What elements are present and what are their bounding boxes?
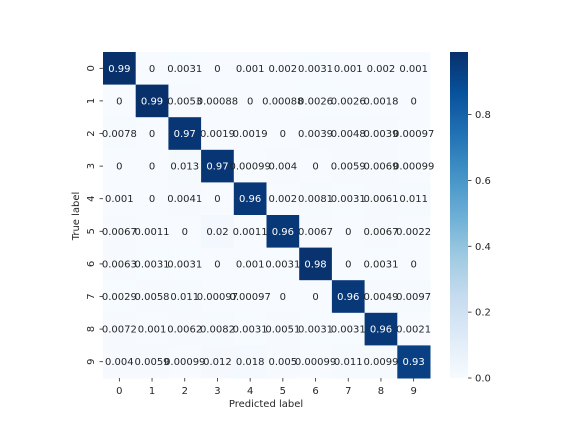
y-tick-label: 9 [86, 358, 97, 365]
y-tick-label: 8 [86, 325, 97, 333]
heatmap-cell-label: 0.0011 [134, 226, 170, 238]
heatmap-cell-label: 0.0011 [232, 226, 268, 238]
heatmap-cell-label: 0.00097 [229, 292, 271, 303]
heatmap-cell-label: 0.0078 [101, 129, 137, 140]
y-tick-label: 5 [86, 228, 97, 235]
heatmap-cell-label: 0 [148, 63, 156, 75]
heatmap-cell-label: 0.0031 [363, 259, 399, 271]
heatmap-cell-label: 0.0031 [134, 259, 170, 271]
heatmap-cell-label: 0 [214, 63, 221, 75]
heatmap-cell-label: 0.0039 [298, 129, 334, 140]
heatmap-cell-label: 0.0029 [101, 292, 137, 303]
heatmap-cell-label: 0.0031 [298, 324, 334, 336]
heatmap-cell-label: 0.0018 [363, 96, 399, 108]
heatmap-cell-label: 0 [410, 96, 417, 108]
heatmap-cell-label: 0.0031 [330, 324, 366, 336]
heatmap-cell-label: 0.00088 [262, 96, 304, 108]
heatmap-cell-label: 0.013 [170, 161, 200, 173]
heatmap-cell-label: 0.0061 [363, 194, 399, 206]
heatmap-cell-label: 0.0031 [232, 324, 268, 336]
heatmap-cell-label: 0.002 [366, 63, 396, 75]
heatmap-cell-label: 0.0097 [396, 292, 432, 303]
y-tick-label: 6 [86, 260, 97, 268]
heatmap-cell-label: 0 [181, 226, 188, 238]
heatmap-cell-label: 0.00099 [392, 161, 435, 173]
x-tick-label: 6 [312, 386, 319, 397]
heatmap-cell-label: 0 [279, 292, 287, 303]
y-axis-ticks [86, 65, 103, 365]
y-tick-label: 0 [86, 65, 97, 72]
heatmap-cell-label: 0.0026 [330, 96, 366, 108]
heatmap-cell-label: 0.0031 [298, 63, 334, 75]
x-tick-label: 8 [377, 386, 385, 397]
heatmap-cell-label: 0.0059 [134, 357, 170, 369]
y-axis-label: True label [71, 191, 82, 241]
heatmap-cell-label: 0.001 [399, 63, 428, 75]
heatmap-cell-label: 0.0031 [167, 63, 203, 75]
heatmap-cell-label: 0.0019 [199, 129, 235, 140]
heatmap-cell-label: 0.0082 [199, 324, 235, 336]
heatmap-cell-label: 0.0062 [167, 324, 203, 336]
colorbar-tick-label: 0.0 [475, 373, 491, 385]
heatmap-cell-label: 0.98 [304, 259, 327, 271]
x-tick-label: 2 [181, 386, 188, 397]
heatmap-cell-label: 0.00099 [294, 357, 337, 369]
heatmap-cell-label: 0.00097 [196, 292, 239, 303]
heatmap-cell-label: 0.0067 [101, 226, 137, 238]
heatmap-cell-label: 0.00088 [196, 96, 239, 108]
heatmap-cell-label: 0.002 [268, 63, 298, 75]
x-axis-label: Predicted label [228, 399, 304, 410]
heatmap-cell-label: 0 [345, 226, 352, 238]
heatmap-cell-label: 0.002 [268, 194, 298, 206]
heatmap-cell-label: 0.0026 [298, 96, 334, 108]
heatmap-cell-label: 0.011 [399, 194, 428, 206]
colorbar-tick-label: 0.2 [475, 307, 491, 319]
heatmap-cell-label: 0 [148, 194, 156, 206]
colorbar-tick-label: 0.6 [475, 175, 491, 187]
x-tick-label: 5 [279, 386, 287, 397]
heatmap-cell-label: 0.0031 [330, 194, 366, 206]
heatmap-cell-label: 0.0053 [167, 96, 203, 108]
heatmap-cell-label: 0.0059 [330, 161, 366, 173]
heatmap-cell-label: 0.018 [235, 357, 265, 369]
heatmap-cell-label: 0.0058 [134, 292, 170, 303]
heatmap-cell-label: 0.001 [235, 259, 265, 271]
heatmap-cell-label: 0.00097 [392, 129, 435, 140]
x-tick-label: 4 [246, 386, 254, 397]
heatmap-cell-label: 0.0081 [298, 194, 334, 206]
y-tick-label: 2 [86, 130, 97, 137]
y-tick-label: 1 [86, 97, 97, 105]
heatmap-cell-label: 0.93 [402, 357, 425, 369]
heatmap-cell-label: 0.0031 [167, 259, 203, 271]
colorbar-tick-label: 0.8 [475, 110, 491, 122]
heatmap-cell-label: 0.0067 [298, 226, 334, 238]
heatmap-cell-label: 0 [345, 259, 352, 271]
heatmap-cell-label: 0.0049 [363, 292, 399, 303]
colorbar-tick-label: 0.4 [475, 241, 491, 253]
heatmap-cell-label: 0 [312, 161, 319, 173]
heatmap-cell-label: 0.0067 [363, 226, 399, 238]
heatmap-cell-label: 0.99 [140, 96, 164, 108]
heatmap-cell-label: 0.011 [170, 292, 200, 303]
colorbar-ticks [468, 110, 491, 384]
heatmap-cell-label: 0 [279, 129, 287, 140]
heatmap-cell-label: 0.011 [333, 357, 363, 369]
heatmap-cell-label: 0 [148, 129, 156, 140]
heatmap-cell-label: 0.012 [203, 357, 232, 369]
heatmap-cell-label: 0.00099 [229, 161, 271, 173]
heatmap-cell-label: 0.0051 [265, 324, 301, 336]
heatmap-cell-label: 0 [148, 161, 156, 173]
heatmap-cell-label: 0 [116, 96, 123, 108]
heatmap-cell-label: 0.0022 [396, 226, 432, 238]
heatmap-cell-label: 0 [214, 194, 221, 206]
colorbar [450, 52, 468, 378]
heatmap-cell-label: 0 [410, 259, 417, 271]
heatmap-cell-label: 0.99 [108, 63, 131, 75]
x-tick-label: 0 [116, 386, 123, 397]
heatmap-cell-label: 0.001 [333, 63, 363, 75]
y-tick-label: 3 [86, 162, 97, 170]
heatmap-cell-label: 0.96 [337, 292, 360, 303]
heatmap-cell-label: 0.001 [105, 194, 134, 206]
heatmap-cell-label: 0 [214, 259, 221, 271]
heatmap-cell-label: 0 [116, 161, 123, 173]
y-tick-label: 4 [86, 195, 97, 202]
heatmap-cell-label: 0.0039 [363, 129, 399, 140]
heatmap-cell-label: 0.001 [137, 324, 167, 336]
heatmap-cell-label: 0.02 [206, 226, 229, 238]
heatmap-cell-label: 0 [312, 292, 319, 303]
x-tick-label: 7 [345, 386, 352, 397]
x-axis-ticks [116, 378, 417, 397]
heatmap-cell-label: 0.0021 [396, 324, 432, 336]
x-tick-label: 3 [214, 386, 221, 397]
heatmap-cell-label: 0.0063 [101, 259, 137, 271]
heatmap-cell-label: 0.004 [105, 357, 134, 369]
heatmap-cell-label: 0.0072 [101, 324, 137, 336]
heatmap-cell-label: 0.005 [268, 357, 298, 369]
heatmap-cell-label: 0.00099 [164, 357, 206, 369]
x-tick-label: 9 [410, 386, 417, 397]
heatmap-cell-label: 0.96 [271, 226, 294, 238]
y-tick-label: 7 [86, 293, 97, 300]
heatmap-cell-label: 0.001 [235, 63, 265, 75]
heatmap-cell-label: 0.0019 [232, 129, 268, 140]
heatmap-cell-label: 0.96 [239, 194, 262, 206]
heatmap-cell-label: 0.0031 [265, 259, 301, 271]
heatmap-cell-label: 0.0041 [167, 194, 203, 206]
heatmap-cell-label: 0.0048 [330, 129, 366, 140]
heatmap-cell-label: 0.96 [369, 324, 393, 336]
heatmap-cell-label: 0 [246, 96, 254, 108]
heatmap-cell-label: 0.0069 [363, 161, 399, 173]
heatmap-cell-label: 0.97 [173, 129, 196, 140]
heatmap-cell-label: 0.0099 [363, 357, 399, 369]
heatmap-cell-label: 0.97 [206, 161, 229, 173]
heatmap-cell-label: 0.004 [268, 161, 298, 173]
x-tick-label: 1 [148, 386, 156, 397]
